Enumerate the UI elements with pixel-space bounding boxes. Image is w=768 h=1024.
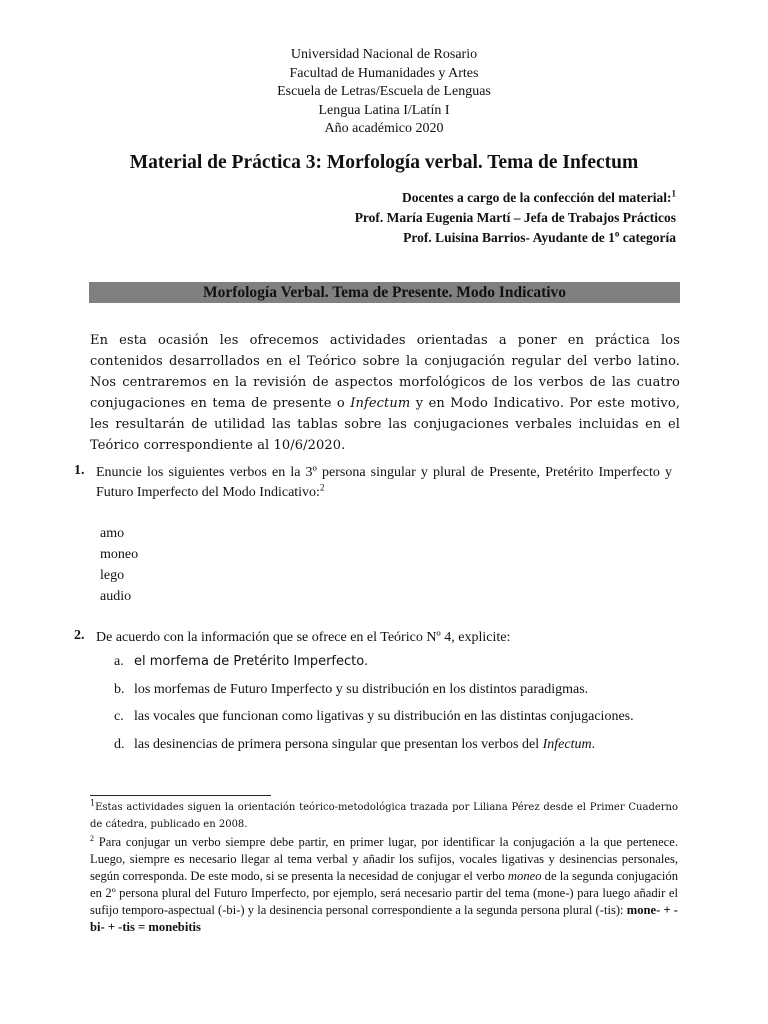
list-item: audio xyxy=(100,589,132,604)
question-number: 1. xyxy=(74,463,85,478)
question-number: 2. xyxy=(74,628,85,643)
credit-prof-2: Prof. Luisina Barrios- Ayudante de 1$^o$ categoría xyxy=(403,228,676,245)
list-item: a. el morfema de Pretérito Imperfecto. xyxy=(114,654,369,669)
page-title: Material de Práctica 3: Morfología verbal. Tema de Infectum xyxy=(129,152,639,173)
question-1 xyxy=(74,463,672,503)
credits-block xyxy=(355,188,676,248)
question-2-items xyxy=(114,652,684,762)
question-2 xyxy=(74,628,672,648)
academic-year: Año académico 2020 xyxy=(324,121,444,136)
question-text: De acuerdo con la información que se ofrece en el Teórico Nº 4, explicite: xyxy=(96,630,511,645)
footnote-divider xyxy=(90,795,271,796)
list-item: d. las desinencias de primera persona singular que presentan los verbos del Infectum. xyxy=(114,736,596,752)
credit-prof-1: Prof. María Eugenia Martí – Jefa de Trabajos Prácticos xyxy=(354,210,676,225)
footnote-ref-2: 2 xyxy=(319,482,325,493)
institution-header xyxy=(0,46,768,139)
list-item: b. los morfemas de Futuro Imperfecto y su distribución en los distintos paradigmas. xyxy=(114,681,589,697)
list-item: amo xyxy=(100,526,125,541)
list-item: lego xyxy=(100,568,125,583)
verb-list xyxy=(100,523,138,607)
credits-heading: Docentes a cargo de la confección del material:$^1$ xyxy=(401,188,676,205)
list-item: moneo xyxy=(100,547,139,562)
question-text: Enuncie los siguientes verbos en la 3º persona singular y plural de Presente, Pretérito Imperfecto y Futuro Imperfecto del Modo Indicativo:$^2$ xyxy=(96,465,672,500)
faculty-name: Facultad de Humanidades y Artes xyxy=(289,65,479,81)
footnote-ref-1: 1 xyxy=(671,188,676,199)
intro-paragraph: En esta ocasión les ofrecemos actividades orientadas a poner en práctica los contenidos desarrollados en el Teórico sobre la conjugación regular del verbo latino. Nos centraremos en la revisión de aspectos morfológicos de los verbos de las cuatro conjugaciones en tema de presente o Infectum y en Modo Indicativo. Por este motivo, les resultarán de utilidad las tablas sobre las conjugaciones verbales incluidas en el Teórico correspondiente al 10/6/2020. xyxy=(90,333,680,453)
footnote-1: $^1$Estas actividades siguen la orientación teórico-metodológica trazada por Liliana Pérez desde el Primer Cuaderno de cátedra, publicado en 2008. xyxy=(90,798,678,830)
university-name: Universidad Nacional de Rosario xyxy=(290,47,478,62)
course-name: Lengua Latina I/Latín I xyxy=(318,102,450,118)
section-banner: Morfología Verbal. Tema de Presente. Modo Indicativo xyxy=(89,282,680,303)
list-item: c. las vocales que funcionan como ligativas y su distribución en las distintas conjugaciones. xyxy=(114,709,634,724)
school-name: Escuela de Letras/Escuela de Lenguas xyxy=(277,84,491,99)
footnote-2: $^2$ Para conjugar un verbo siempre debe partir, en primer lugar, por identificar la conjugación a la que pertenece. Luego, siempre es necesario llegar al tema verbal y añadir los sufijos, vocales ligativas y desinencias personales, según corresponda. De este modo, si se presenta la necesidad de conjugar el verbo moneo de la segunda conjugación en 2º persona plural del Futuro Imperfecto, por ejemplo, será necesario partir del tema (mone-) para luego añadir el sufijo temporo-aspectual (-bi-) y la desinencia personal correspondiente a la segunda persona plural (-tis): mone- + -bi- + -tis = monebitis xyxy=(90,833,678,934)
